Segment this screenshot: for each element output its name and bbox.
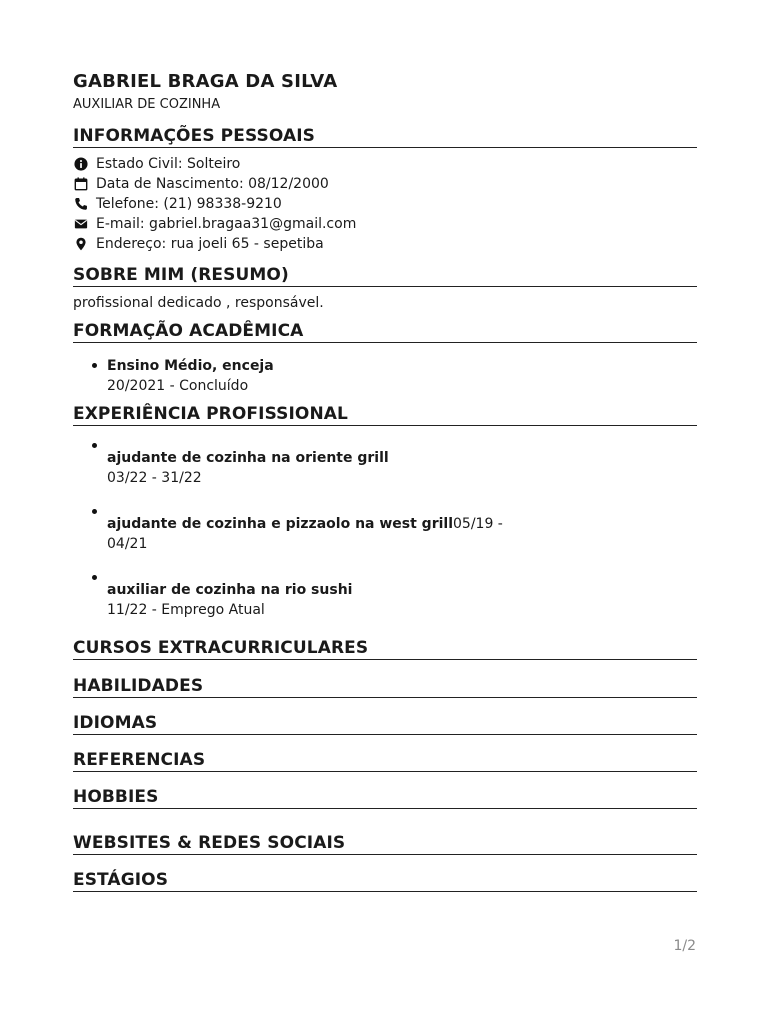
education-title: Ensino Médio, enceja: [107, 358, 274, 374]
phone-icon: [73, 196, 89, 212]
bullet-point: [92, 443, 97, 448]
section-education: [73, 321, 697, 343]
section-personal-info: [73, 126, 697, 148]
calendar-icon: [73, 176, 89, 192]
experience-title: auxiliar de cozinha na rio sushi: [107, 582, 353, 598]
experience-title: ajudante de cozinha na oriente grill: [107, 450, 389, 466]
section-internships: [73, 870, 697, 892]
section-heading: WEBSITES & REDES SOCIAIS: [73, 833, 346, 853]
section-languages: [73, 713, 697, 735]
summary-text: profissional dedicado , responsável.: [73, 295, 324, 311]
info-text: Telefone: (21) 98338-9210: [96, 196, 282, 212]
info-text: Endereço: rua joeli 65 - sepetiba: [96, 236, 324, 252]
section-heading: FORMAÇÃO ACADÊMICA: [73, 321, 304, 341]
info-email: [73, 214, 356, 234]
bullet-point: [92, 363, 97, 368]
info-phone: [73, 194, 282, 214]
section-summary: [73, 265, 697, 287]
location-pin-icon: [73, 236, 89, 252]
section-heading: REFERENCIAS: [73, 750, 206, 770]
section-heading: HABILIDADES: [73, 676, 204, 696]
info-icon: [73, 156, 89, 172]
experience-title-text: ajudante de cozinha e pizzaolo na west grill: [107, 516, 454, 532]
envelope-icon: [73, 216, 89, 232]
section-skills: [73, 676, 697, 698]
section-heading: IDIOMAS: [73, 713, 158, 733]
section-heading: EXPERIÊNCIA PROFISSIONAL: [73, 404, 348, 424]
info-text: Estado Civil: Solteiro: [96, 156, 241, 172]
candidate-role: AUXILIAR DE COZINHA: [73, 97, 221, 112]
info-marital-status: [73, 154, 240, 174]
section-heading: CURSOS EXTRACURRICULARES: [73, 638, 369, 658]
candidate-name: GABRIEL BRAGA DA SILVA: [73, 71, 338, 92]
experience-period: 04/21: [107, 536, 148, 552]
experience-period-start: 05/19 -: [453, 516, 503, 532]
section-websites-social: [73, 833, 697, 855]
section-hobbies: [73, 787, 697, 809]
info-text: Data de Nascimento: 08/12/2000: [96, 176, 329, 192]
section-heading: HOBBIES: [73, 787, 159, 807]
info-text: E-mail: gabriel.bragaa31@gmail.com: [96, 216, 357, 232]
experience-period: 03/22 - 31/22: [107, 470, 202, 486]
page-number: 1/2: [673, 938, 696, 954]
experience-period: 11/22 - Emprego Atual: [107, 602, 265, 618]
bullet-point: [92, 509, 97, 514]
experience-title: [107, 516, 503, 532]
education-period: 20/2021 - Concluído: [107, 378, 249, 394]
section-references: [73, 750, 697, 772]
section-experience: [73, 404, 697, 426]
section-heading: ESTÁGIOS: [73, 870, 169, 890]
info-birth-date: [73, 174, 329, 194]
info-address: [73, 234, 324, 254]
section-heading: INFORMAÇÕES PESSOAIS: [73, 126, 316, 146]
bullet-point: [92, 575, 97, 580]
section-extracurricular-courses: [73, 638, 697, 660]
section-heading: SOBRE MIM (RESUMO): [73, 265, 289, 285]
